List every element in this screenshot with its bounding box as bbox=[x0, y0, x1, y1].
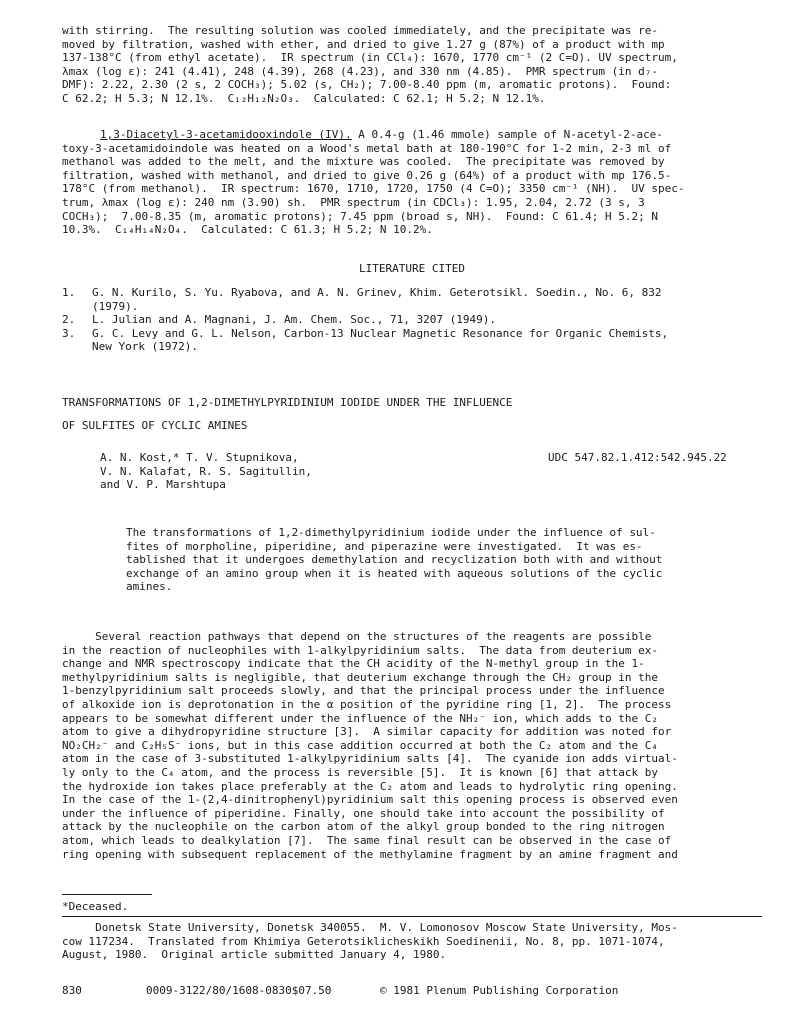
abstract-line: The transformations of 1,2-dimethylpyridinium iodide under the influence of sul- bbox=[126, 526, 656, 539]
body-line: change and NMR spectroscopy indicate that the CH acidity of the N-methyl group in the 1- bbox=[62, 657, 645, 671]
title-line: TRANSFORMATIONS OF 1,2-DIMETHYLPYRIDINIUM IODIDE UNDER THE INFLUENCE bbox=[62, 396, 513, 409]
body-line: under the influence of piperidine. Finally, one should take into account the possibility of bbox=[62, 806, 665, 820]
text-line: C 62.2; H 5.3; N 12.1%. C₁₂H₁₂N₂O₃. Calculated: C 62.1; H 5.2; N 12.1%. bbox=[62, 91, 546, 105]
reference-text: L. Julian and A. Magnani, J. Am. Chem. Soc., 71, 3207 (1949). bbox=[92, 313, 496, 327]
footnote: *Deceased. bbox=[62, 900, 129, 913]
author-list bbox=[100, 451, 520, 492]
text-line: 178°C (from methanol). IR spectrum: 1670, 1710, 1720, 1750 (4 C=O); 3350 cm⁻¹ (NH). UV spec- bbox=[62, 182, 685, 196]
experimental-paragraph-top bbox=[62, 24, 762, 106]
text-line: DMF): 2.22, 2.30 (2 s, 2 COCH₃); 5.02 (s, CH₂); 7.00-8.40 ppm (m, aromatic protons). Found: bbox=[62, 78, 672, 92]
page-number: 830 bbox=[62, 984, 82, 997]
abstract bbox=[126, 526, 696, 594]
affiliation-line: August, 1980. Original article submitted January 4, 1980. bbox=[62, 948, 447, 962]
body-line: of alkoxide ion is deprotonation in the α position of the pyridine ring [1, 2]. The process bbox=[62, 697, 672, 711]
abstract-line: amines. bbox=[126, 580, 173, 594]
text-line: toxy-3-acetamidoindole was heated on a Wood's metal bath at 180-190°C for 1-2 min, 2-3 ml of bbox=[62, 141, 672, 155]
abstract-line: tablished that it undergoes demethylation and recyclization both with and without bbox=[126, 553, 663, 567]
body-line: NO₂CH₂⁻ and C₂H₅S⁻ ions, but in this case addition occurred at both the C₂ atom and the C₄ bbox=[62, 738, 659, 752]
reference-item bbox=[62, 313, 762, 327]
abstract-line: exchange of an amino group when it is heated with aqueous solutions of the cyclic bbox=[126, 566, 663, 580]
body-line: ly only to the C₄ atom, and the process is reversible [5]. It is known [6] that attack by bbox=[62, 765, 659, 779]
body-line: the hydroxide ion takes place preferably at the C₂ atom and leads to hydrolytic ring opening. bbox=[62, 779, 678, 793]
reference-item bbox=[62, 327, 762, 354]
body-line: 1-benzylpyridinium salt proceeds slowly, and that the principal process under the influence bbox=[62, 684, 665, 698]
abstract-line: fites of morpholine, piperidine, and piperazine were investigated. It was es- bbox=[126, 539, 643, 553]
reference-text: G. C. Levy and G. L. Nelson, Carbon-13 Nuclear Magnetic Resonance for Organic Chemists, bbox=[92, 326, 669, 340]
text-line: 10.3%. C₁₄H₁₄N₂O₄. Calculated: C 61.3; H 5.2; N 10.2%. bbox=[62, 223, 433, 237]
body-line: ring opening with subsequent replacement of the methylamine fragment by an amine fragment and bbox=[62, 847, 678, 861]
author-line: and V. P. Marshtupa bbox=[100, 478, 226, 492]
compound-heading: 1,3-Diacetyl-3-acetamidooxindole (IV). bbox=[100, 128, 352, 141]
affiliation-line: Donetsk State University, Donetsk 340055. M. V. Lomonosov Moscow State University, Mos- bbox=[62, 921, 678, 934]
reference-text: (1979). bbox=[92, 299, 139, 313]
text-line: filtration, washed with methanol, and dried to give 0.26 g (64%) of a product with mp 176.5- bbox=[62, 168, 672, 182]
reference-item bbox=[62, 286, 762, 313]
body-text bbox=[62, 630, 762, 861]
reference-number: 3. bbox=[62, 326, 76, 340]
reference-number: 1. bbox=[62, 286, 76, 299]
text-line: methanol was added to the melt, and the mixture was cooled. The precipitate was removed by bbox=[62, 155, 665, 169]
article-title bbox=[62, 396, 762, 432]
journal-code: 0009-3122/80/1608-0830$07.50 bbox=[146, 984, 332, 997]
affiliation bbox=[62, 921, 762, 962]
text-line: COCH₃); 7.00-8.35 (m, aromatic protons); 7.45 ppm (broad s, NH). Found: C 61.4; H 5.2; N bbox=[62, 209, 659, 223]
text-line: trum, λmax (log ε): 240 nm (3.90) sh. PMR spectrum (in CDCl₃): 1.95, 2.04, 2.72 (3 s, 3 bbox=[62, 195, 645, 209]
text-line: 137-138°C (from ethyl acetate). IR spectrum (in CCl₄): 1670, 1770 cm⁻¹ (2 C=O). UV spectrum, bbox=[62, 51, 678, 65]
body-line: In the case of the 1-(2,4-dinitrophenyl)pyridinium salt this opening process is observed even bbox=[62, 793, 678, 807]
copyright: © 1981 Plenum Publishing Corporation bbox=[380, 984, 619, 997]
affiliation-line: cow 117234. Translated from Khimiya Geterotsiklicheskikh Soedinenii, No. 8, pp. 1071-1074, bbox=[62, 934, 665, 948]
reference-number: 2. bbox=[62, 313, 76, 327]
body-line: atom to give a dihydropyridine structure [3]. A similar capacity for addition was noted for bbox=[62, 725, 672, 739]
body-line: methylpyridinium salts is negligible, that deuterium exchange through the CH₂ group in the bbox=[62, 670, 659, 684]
reference-list bbox=[62, 286, 762, 354]
text-line: moved by filtration, washed with ether, and dried to give 1.27 g (87%) of a product with mp bbox=[62, 37, 665, 51]
text-line: A 0.4-g (1.46 mmole) sample of N-acetyl-2-ace- bbox=[351, 128, 663, 141]
author-line: A. N. Kost,* T. V. Stupnikova, bbox=[100, 451, 299, 464]
body-line: Several reaction pathways that depend on the structures of the reagents are possible bbox=[62, 630, 652, 643]
reference-text: New York (1972). bbox=[92, 340, 198, 354]
footnote-divider bbox=[62, 894, 152, 895]
body-line: atom, which leads to dealkylation [7]. The same final result can be observed in the case of bbox=[62, 833, 672, 847]
literature-heading: LITERATURE CITED bbox=[359, 262, 465, 275]
compound-iv-paragraph bbox=[62, 128, 762, 237]
body-line: appears to be somewhat different under the influence of the NH₂⁻ ion, which adds to the C₂ bbox=[62, 711, 659, 725]
affiliation-divider bbox=[62, 916, 762, 917]
text-line: λmax (log ε): 241 (4.41), 248 (4.39), 268 (4.23), and 330 nm (4.85). PMR spectrum (in d₇- bbox=[62, 64, 659, 78]
body-line: in the reaction of nucleophiles with 1-alkylpyridinium salts. The data from deuterium ex- bbox=[62, 643, 659, 657]
body-line: attack by the nucleophile on the carbon atom of the alkyl group bonded to the ring nitrogen bbox=[62, 820, 665, 834]
author-line: V. N. Kalafat, R. S. Sagitullin, bbox=[100, 464, 312, 478]
reference-text: G. N. Kurilo, S. Yu. Ryabova, and A. N. Grinev, Khim. Geterotsikl. Soedin., No. 6, 832 bbox=[92, 286, 662, 299]
title-line: OF SULFITES OF CYCLIC AMINES bbox=[62, 418, 248, 432]
body-line: atom in the case of 3-substituted 1-alkylpyridinium salts [4]. The cyanide ion adds virtual- bbox=[62, 752, 678, 766]
udc-code: UDC 547.82.1.412:542.945.22 bbox=[548, 451, 727, 464]
text-line: with stirring. The resulting solution was cooled immediately, and the precipitate was re- bbox=[62, 24, 659, 37]
